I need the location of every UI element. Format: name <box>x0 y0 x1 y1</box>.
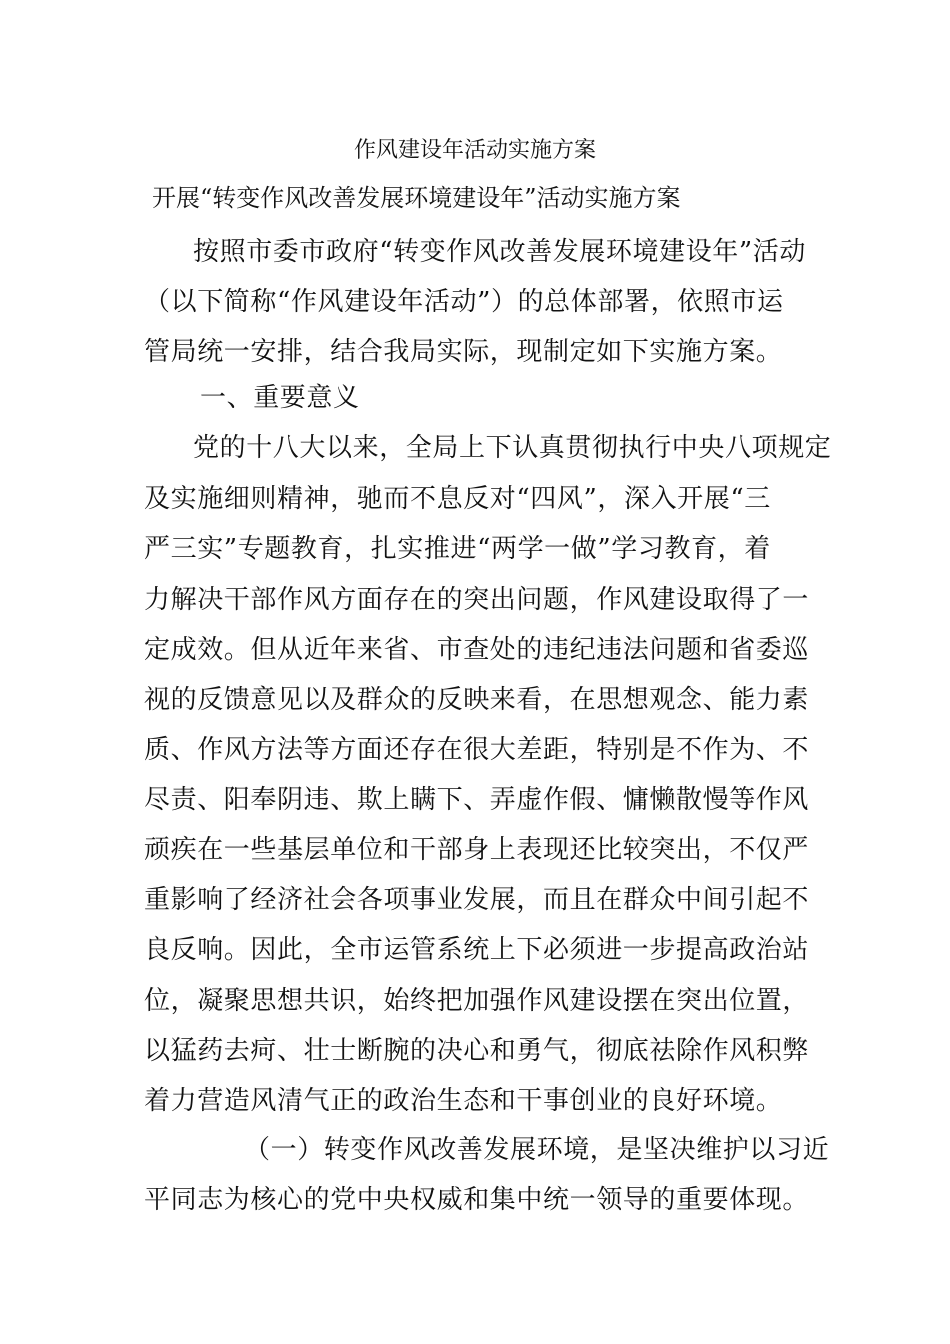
paragraph-line: 视的反馈意见以及群众的反映来看，在思想观念、能力素 <box>144 685 810 715</box>
intro-line: 管局统一安排，结合我局实际，现制定如下实施方案。 <box>144 337 783 367</box>
paragraph-line: 力解决干部作风方面存在的突出问题，作风建设取得了一 <box>144 585 810 615</box>
section-heading: 一、重要意义 <box>200 383 360 413</box>
paragraph-line: 及实施细则精神，驰而不息反对“四风”，深入开展“三 <box>144 484 771 514</box>
paragraph-line: 顽疾在一些基层单位和干部身上表现还比较突出，不仅严 <box>144 835 810 865</box>
paragraph-line: 质、作风方法等方面还存在很大差距，特别是不作为、不 <box>144 735 810 765</box>
document-title: 作风建设年活动实施方案 <box>353 138 596 163</box>
paragraph-line: 重影响了经济社会各项事业发展，而且在群众中间引起不 <box>144 885 810 915</box>
document-subtitle: 开展“转变作风改善发展环境建设年”活动实施方案 <box>152 184 681 212</box>
paragraph-line: 以猛药去疴、壮士断腕的决心和勇气，彻底祛除作风积弊 <box>144 1036 810 1066</box>
intro-line: 按照市委市政府“转变作风改善发展环境建设年”活动 <box>193 237 806 267</box>
paragraph-line: 良反响。因此，全市运管系统上下必须进一步提高政治站 <box>144 935 810 965</box>
subsection-line: 平同志为核心的党中央权威和集中统一领导的重要体现。 <box>144 1185 810 1215</box>
paragraph-line: 位，凝聚思想共识，始终把加强作风建设摆在突出位置， <box>144 986 810 1016</box>
paragraph-line: 党的十八大以来，全局上下认真贯彻执行中央八项规定 <box>193 433 832 463</box>
paragraph-line: 尽责、阳奉阴违、欺上瞒下、弄虚作假、慵懒散慢等作风 <box>144 785 810 815</box>
subsection-line: （一）转变作风改善发展环境，是坚决维护以习近 <box>244 1135 830 1165</box>
paragraph-line: 着力营造风清气正的政治生态和干事创业的良好环境。 <box>144 1086 783 1116</box>
paragraph-line: 定成效。但从近年来省、市查处的违纪违法问题和省委巡 <box>144 635 810 665</box>
intro-line: （以下简称“作风建设年活动”）的总体部署，依照市运 <box>144 287 784 317</box>
paragraph-line: 严三实”专题教育，扎实推进“两学一做”学习教育，着 <box>144 534 771 564</box>
